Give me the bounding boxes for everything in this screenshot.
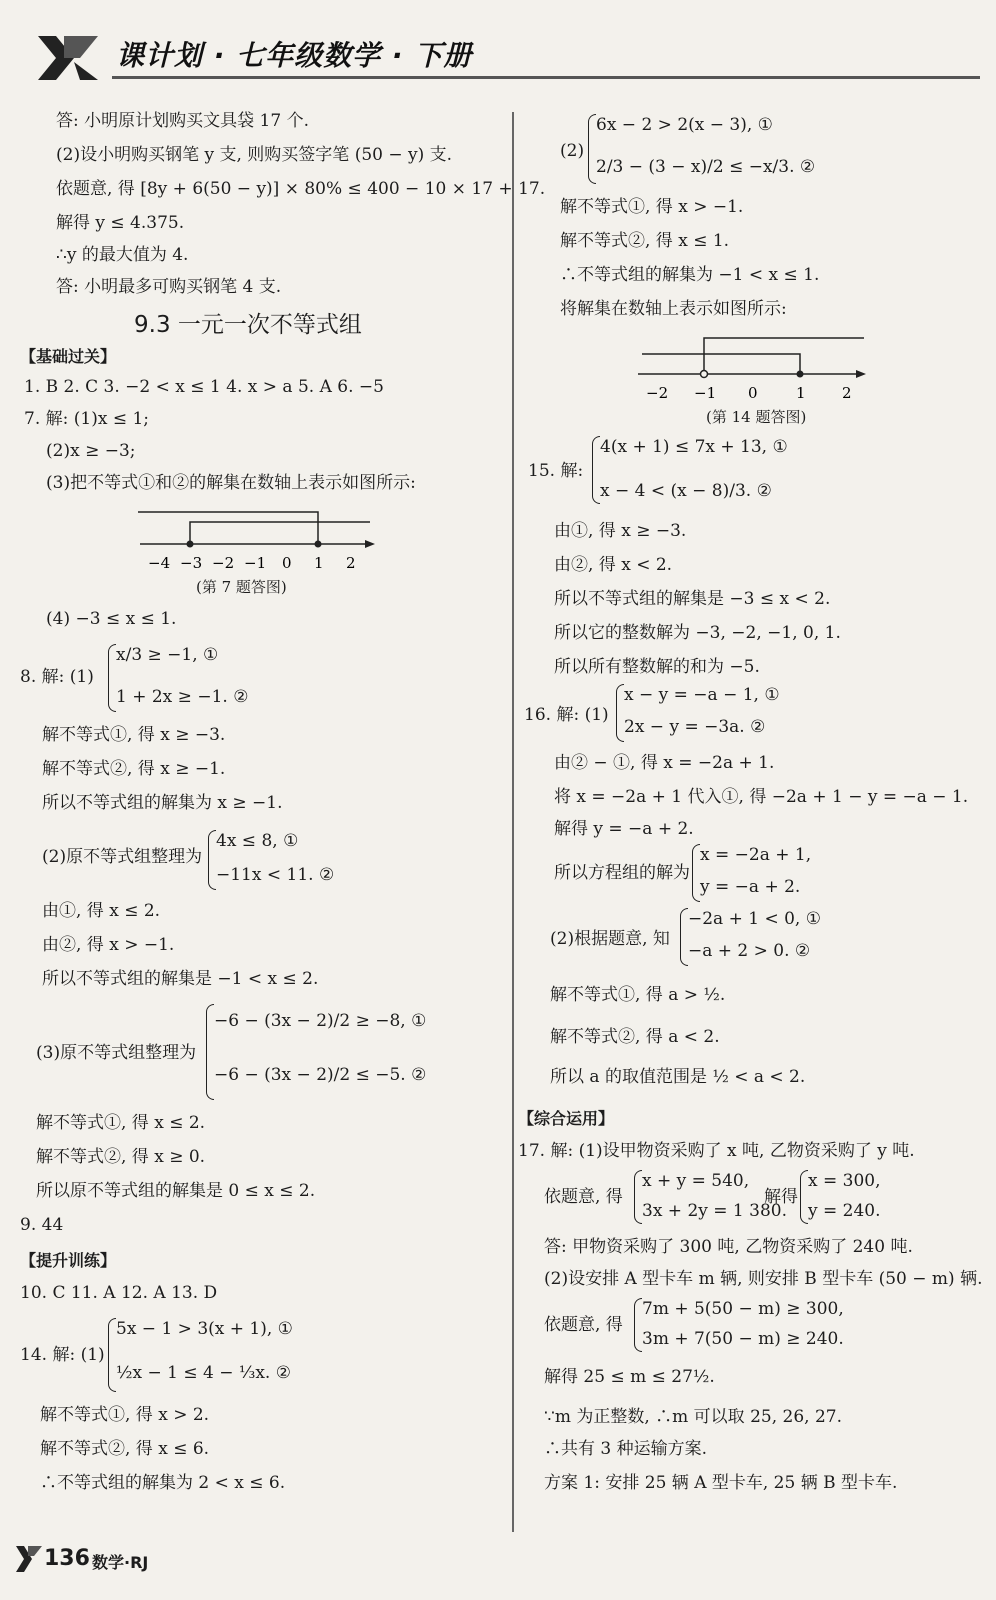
system-line: ½x − 1 ≤ 4 − ⅓x. ② xyxy=(116,1363,291,1383)
answer-line: (2)根据题意, 知 xyxy=(550,929,670,949)
answer-line: ∴不等式组的解集为 −1 < x ≤ 1. xyxy=(560,265,820,285)
answer-line: 由①, 得 x ≥ −3. xyxy=(554,521,687,541)
answer-line: 解不等式②, 得 x ≤ 1. xyxy=(560,231,730,251)
section-combined: 【综合运用】 xyxy=(518,1109,615,1128)
system-brace xyxy=(208,830,216,890)
answer-line: ∴不等式组的解集为 2 < x ≤ 6. xyxy=(40,1473,286,1493)
brand-logo-icon xyxy=(14,1544,44,1574)
system-line: −6 − (3x − 2)/2 ≥ −8, ① xyxy=(214,1011,427,1031)
brand-logo-icon xyxy=(34,32,104,84)
system-line: 4(x + 1) ≤ 7x + 13, ① xyxy=(600,437,788,457)
tick-label: 1 xyxy=(796,384,806,402)
answer-line: 将 x = −2a + 1 代入①, 得 −2a + 1 − y = −a − 1. xyxy=(554,787,969,807)
figure-caption: (第 7 题答图) xyxy=(196,578,287,596)
answer-line: 解不等式①, 得 x > 2. xyxy=(40,1405,210,1425)
answer-line: 7. 解: (1)x ≤ 1; xyxy=(24,409,150,429)
answer-line: (2) xyxy=(560,141,585,161)
answer-line: 解不等式②, 得 x ≥ 0. xyxy=(36,1147,206,1167)
answer-line: 由②, 得 x > −1. xyxy=(42,935,175,955)
system-brace xyxy=(108,644,116,712)
answer-line: (2)x ≥ −3; xyxy=(46,441,136,461)
system-line: x/3 ≥ −1, ① xyxy=(116,645,219,665)
answer-line: 解不等式①, 得 x > −1. xyxy=(560,197,744,217)
system-brace xyxy=(206,1004,214,1100)
answer-line: 由②, 得 x < 2. xyxy=(554,555,673,575)
answer-line: 15. 解: xyxy=(528,461,584,481)
system-brace xyxy=(108,1318,116,1392)
answer-line: 方案 1: 安排 25 辆 A 型卡车, 25 辆 B 型卡车. xyxy=(544,1473,898,1493)
system-brace xyxy=(634,1298,642,1352)
tick-label: 1 xyxy=(314,554,324,572)
section-title: 9.3 一元一次不等式组 xyxy=(134,312,362,338)
answer-line: 答: 小明原计划购买文具袋 17 个. xyxy=(56,111,309,131)
number-line-7 xyxy=(130,500,390,576)
answer-line: ∴共有 3 种运输方案. xyxy=(544,1439,708,1459)
system-line: x = −2a + 1, xyxy=(700,845,812,865)
system-brace xyxy=(800,1170,808,1224)
page-header xyxy=(20,18,980,92)
answer-line: 所以不等式组的解集是 −3 ≤ x < 2. xyxy=(554,589,831,609)
answer-line: 解得 y ≤ 4.375. xyxy=(56,213,185,233)
section-advanced: 【提升训练】 xyxy=(20,1251,117,1270)
answer-line: 由② − ①, 得 x = −2a + 1. xyxy=(554,753,775,773)
system-brace xyxy=(588,114,596,184)
tick-label: −1 xyxy=(694,384,717,402)
system-brace xyxy=(616,684,624,742)
answer-line: 由①, 得 x ≤ 2. xyxy=(42,901,161,921)
system-line: −2a + 1 < 0, ① xyxy=(688,909,821,929)
header-rule xyxy=(112,76,980,79)
answer-line: 所以 a 的取值范围是 ½ < a < 2. xyxy=(550,1067,806,1087)
answer-line: 所以不等式组的解集是 −1 < x ≤ 2. xyxy=(42,969,319,989)
system-line: x + y = 540, xyxy=(642,1171,750,1191)
tick-label: 0 xyxy=(748,384,758,402)
answer-line: 所以方程组的解为 xyxy=(554,863,690,883)
answer-line: (2)设小明购买钢笔 y 支, 则购买签字笔 (50 − y) 支. xyxy=(56,145,453,165)
footer-subject: 数学·RJ xyxy=(92,1553,149,1572)
answer-line: 所以原不等式组的解集是 0 ≤ x ≤ 2. xyxy=(36,1181,316,1201)
system-line: −a + 2 > 0. ② xyxy=(688,941,811,961)
system-line: x = 300, xyxy=(808,1171,881,1191)
answer-line: 1. B 2. C 3. −2 < x ≤ 1 4. x > a 5. A 6. −5 xyxy=(24,377,384,397)
page-title: 课计划 · 七年级数学 · 下册 xyxy=(116,39,473,72)
answer-line: (2)原不等式组整理为 xyxy=(42,847,203,867)
system-line: x − y = −a − 1, ① xyxy=(624,685,780,705)
answer-line: 14. 解: (1) xyxy=(20,1345,105,1365)
answer-line: 解不等式②, 得 a < 2. xyxy=(550,1027,720,1047)
answer-line: 17. 解: (1)设甲物资采购了 x 吨, 乙物资采购了 y 吨. xyxy=(518,1141,915,1161)
answer-line: ∴y 的最大值为 4. xyxy=(56,245,189,265)
answer-line: 解不等式①, 得 x ≤ 2. xyxy=(36,1113,206,1133)
answer-line: 所以它的整数解为 −3, −2, −1, 0, 1. xyxy=(554,623,841,643)
page-number: 136 xyxy=(44,1546,90,1571)
answer-line: 解不等式②, 得 x ≥ −1. xyxy=(42,759,226,779)
answer-line: 解得 25 ≤ m ≤ 27½. xyxy=(544,1367,715,1387)
system-brace xyxy=(634,1170,642,1224)
answer-line: 10. C 11. A 12. A 13. D xyxy=(20,1283,218,1303)
system-brace xyxy=(592,436,600,504)
system-line: y = −a + 2. xyxy=(700,877,801,897)
system-line: −6 − (3x − 2)/2 ≤ −5. ② xyxy=(214,1065,427,1085)
system-line: 3m + 7(50 − m) ≥ 240. xyxy=(642,1329,844,1349)
answer-line: 解不等式①, 得 a > ½. xyxy=(550,985,726,1005)
system-line: x − 4 < (x − 8)/3. ② xyxy=(600,481,772,501)
system-line: 3x + 2y = 1 380. xyxy=(642,1201,787,1221)
answer-line: 解得 y = −a + 2. xyxy=(554,819,694,839)
answer-line: (3)把不等式①和②的解集在数轴上表示如图所示: xyxy=(46,473,416,493)
tick-label: −2 xyxy=(212,554,235,572)
system-line: −11x < 11. ② xyxy=(216,865,335,885)
answer-line: 9. 44 xyxy=(20,1215,64,1235)
system-line: 4x ≤ 8, ① xyxy=(216,831,299,851)
answer-line: (4) −3 ≤ x ≤ 1. xyxy=(46,609,177,629)
system-line: 1 + 2x ≥ −1. ② xyxy=(116,687,249,707)
answer-line: 将解集在数轴上表示如图所示: xyxy=(560,299,787,319)
answer-line: ∵m 为正整数, ∴m 可以取 25, 26, 27. xyxy=(544,1407,842,1427)
number-line-14 xyxy=(628,330,878,406)
answer-line: 答: 甲物资采购了 300 吨, 乙物资采购了 240 吨. xyxy=(544,1237,913,1257)
system-line: 7m + 5(50 − m) ≥ 300, xyxy=(642,1299,844,1319)
tick-label: −4 xyxy=(148,554,171,572)
answer-line: 解不等式②, 得 x ≤ 6. xyxy=(40,1439,210,1459)
answer-line: 依题意, 得 xyxy=(544,1187,623,1207)
answer-line: 所以所有整数解的和为 −5. xyxy=(554,657,760,677)
answer-line: (2)设安排 A 型卡车 m 辆, 则安排 B 型卡车 (50 − m) 辆. xyxy=(544,1269,983,1289)
system-brace xyxy=(680,908,688,966)
tick-label: 0 xyxy=(282,554,292,572)
answer-line: 解得 xyxy=(764,1187,798,1207)
tick-label: 2 xyxy=(346,554,356,572)
answer-line: 16. 解: (1) xyxy=(524,705,609,725)
tick-label: 2 xyxy=(842,384,852,402)
tick-label: −1 xyxy=(244,554,267,572)
figure-caption: (第 14 题答图) xyxy=(706,408,807,426)
answer-line: 依题意, 得 xyxy=(544,1315,623,1335)
system-brace xyxy=(692,844,700,902)
answer-line: 解不等式①, 得 x ≥ −3. xyxy=(42,725,226,745)
system-line: 2x − y = −3a. ② xyxy=(624,717,766,737)
tick-label: −3 xyxy=(180,554,203,572)
system-line: 2/3 − (3 − x)/2 ≤ −x/3. ② xyxy=(596,157,816,177)
section-basic: 【基础过关】 xyxy=(20,347,117,366)
system-line: 6x − 2 > 2(x − 3), ① xyxy=(596,115,773,135)
answer-line: 8. 解: (1) xyxy=(20,667,94,687)
answer-line: (3)原不等式组整理为 xyxy=(36,1043,197,1063)
answer-line: 依题意, 得 [8y + 6(50 − y)] × 80% ≤ 400 − 10 × 17 + 17. xyxy=(56,179,546,199)
answer-line: 所以不等式组的解集为 x ≥ −1. xyxy=(42,793,283,813)
system-line: 5x − 1 > 3(x + 1), ① xyxy=(116,1319,293,1339)
system-line: y = 240. xyxy=(808,1201,881,1221)
column-divider xyxy=(512,112,514,1532)
answer-line: 答: 小明最多可购买钢笔 4 支. xyxy=(56,277,282,297)
tick-label: −2 xyxy=(646,384,669,402)
